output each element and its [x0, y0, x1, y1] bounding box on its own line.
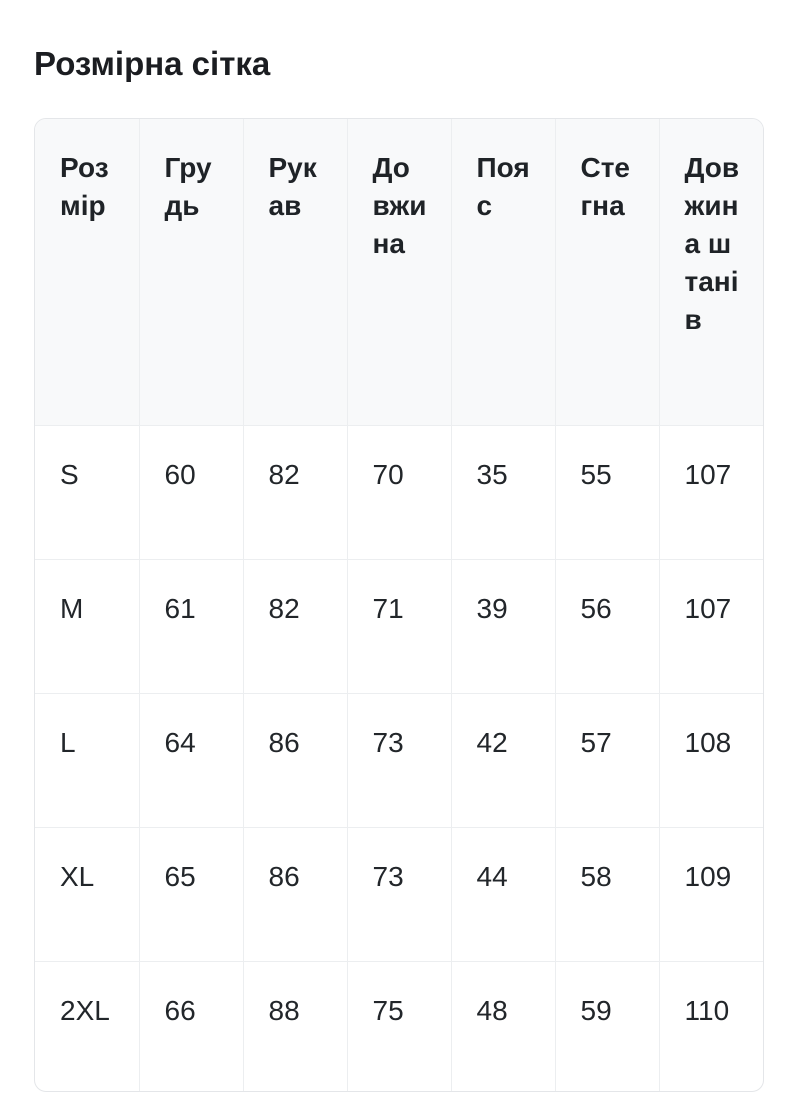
- table-header: [35, 119, 764, 425]
- cell-chest: 64: [139, 693, 243, 827]
- cell-size: L: [35, 693, 139, 827]
- table-row: [35, 425, 764, 559]
- table-row: [35, 693, 764, 827]
- cell-length: 73: [347, 827, 451, 961]
- cell-length: 73: [347, 693, 451, 827]
- cell-pants-length: 108: [659, 693, 764, 827]
- cell-sleeve: 88: [243, 961, 347, 1092]
- header-waist: Пояс: [451, 119, 555, 425]
- cell-chest: 60: [139, 425, 243, 559]
- cell-waist: 35: [451, 425, 555, 559]
- cell-size: 2XL: [35, 961, 139, 1092]
- cell-chest: 65: [139, 827, 243, 961]
- cell-hips: 58: [555, 827, 659, 961]
- header-pants-length: Довжина штанів: [659, 119, 764, 425]
- cell-length: 70: [347, 425, 451, 559]
- cell-hips: 56: [555, 559, 659, 693]
- table-row: [35, 961, 764, 1092]
- cell-pants-length: 110: [684, 994, 730, 1026]
- cell-chest: 61: [139, 559, 243, 693]
- size-chart-table-container: [34, 118, 764, 1092]
- cell-waist: 42: [451, 693, 555, 827]
- cell-waist: 39: [451, 559, 555, 693]
- table-body: [35, 425, 764, 1092]
- cell-length: 75: [347, 961, 451, 1092]
- cell-length: 71: [347, 559, 451, 693]
- cell-chest: 66: [139, 961, 243, 1092]
- table-row: [35, 827, 764, 961]
- cell-sleeve: 82: [243, 425, 347, 559]
- cell-size: S: [35, 425, 139, 559]
- cell-sleeve: 86: [243, 827, 347, 961]
- header-row: [35, 119, 764, 425]
- cell-waist: 48: [451, 961, 555, 1092]
- header-hips: Стегна: [555, 119, 659, 425]
- cell-sleeve: 86: [243, 693, 347, 827]
- page-title: Розмірна сітка: [34, 45, 271, 82]
- header-sleeve: Рукав: [243, 119, 347, 425]
- cell-size: XL: [35, 827, 139, 961]
- cell-hips: 57: [555, 693, 659, 827]
- cell-sleeve: 82: [243, 559, 347, 693]
- cell-pants-length: 107: [659, 425, 764, 559]
- cell-waist: 44: [451, 827, 555, 961]
- header-length: Довжина: [347, 119, 451, 425]
- cell-pants-length: 109: [659, 827, 764, 961]
- size-chart-table: [35, 119, 764, 1092]
- cell-size: M: [35, 559, 139, 693]
- cell-pants-length: 107: [659, 559, 764, 693]
- header-size: Розмір: [35, 119, 139, 425]
- header-chest: Грудь: [139, 119, 243, 425]
- cell-hips: 55: [555, 425, 659, 559]
- table-row: [35, 559, 764, 693]
- cell-hips: 59: [555, 961, 659, 1092]
